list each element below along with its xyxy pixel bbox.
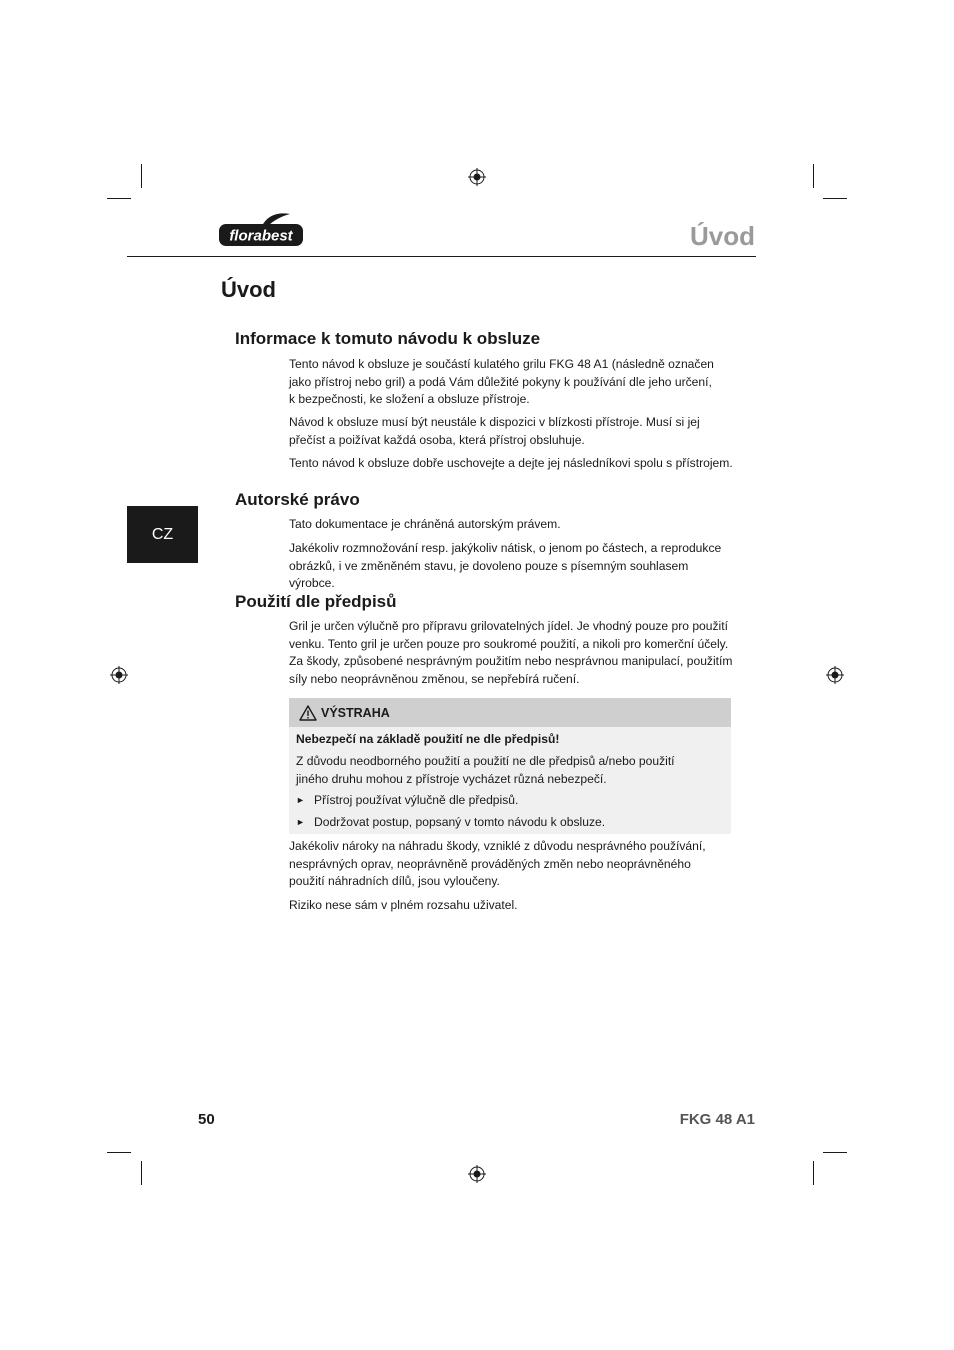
text-line: přečíst a poižívat každá osoba, která přístroj obsluhuje. <box>289 432 585 447</box>
bullet-arrow-icon: ► <box>296 817 305 827</box>
warning-bullet <box>296 814 726 832</box>
text-line: použití náhradních dílů, jsou vyloučeny. <box>289 874 500 888</box>
crop-mark <box>813 164 814 188</box>
section-heading: Použití dle předpisů <box>235 592 397 611</box>
text-line: nesprávných oprav, neoprávněně prováděných změn nebo neoprávněného <box>289 856 691 871</box>
registration-mark-icon <box>468 1165 486 1183</box>
crop-mark <box>823 1152 847 1153</box>
header-title: Úvod <box>690 221 755 251</box>
paragraph <box>289 414 734 449</box>
crop-mark <box>107 198 131 199</box>
registration-mark-icon <box>110 666 128 684</box>
warning-text-line: Z důvodu neodborného použití a použití ne dle předpisů a/nebo použití <box>296 754 675 768</box>
paragraph <box>289 618 734 688</box>
paragraph <box>289 455 734 473</box>
registration-mark-icon <box>468 168 486 186</box>
text-line: obrázků, i ve změněném stavu, je dovoleno pouze s písemným souhlasem výrobce. <box>289 558 689 590</box>
crop-mark <box>813 1161 814 1185</box>
text-line: Riziko nese sám v plném rozsahu uživatel. <box>289 898 518 912</box>
paragraph <box>289 540 734 593</box>
text-line: jako přístroj nebo gril) a podá Vám důležité pokyny k používání dle jeho určení, <box>289 374 712 389</box>
bullet-text: Dodržovat postup, popsaný v tomto návodu k obsluze. <box>314 815 606 829</box>
crop-mark <box>107 1152 131 1153</box>
text-line: Za škody, způsobené nesprávným použitím nebo nesprávnou manipulací, použitím <box>289 654 733 668</box>
warning-box <box>289 698 731 834</box>
warning-text-line: jiného druhu mohou z přístroje vycházet různá nebezpečí. <box>296 771 607 786</box>
crop-mark <box>141 164 142 188</box>
section-heading: Informace k tomuto návodu k obsluze <box>235 329 541 348</box>
logo-text: florabest <box>229 227 293 245</box>
text-line: Návod k obsluze musí být neustále k dispozici v blízkosti přístroje. Musí si jej <box>289 415 700 429</box>
text-line: Gril je určen výlučně pro přípravu grilovatelných jídel. Je vhodný pouze pro použití <box>289 619 728 633</box>
crop-mark <box>823 198 847 199</box>
paragraph <box>289 356 734 409</box>
bullet-text: Přístroj používat výlučně dle předpisů. <box>314 793 519 807</box>
model-code: FKG 48 A1 <box>679 1111 755 1128</box>
header-divider <box>127 256 756 257</box>
text-line: Tento návod k obsluze je součástí kulatého grilu FKG 48 A1 (následně označen <box>289 357 714 371</box>
paragraph <box>289 516 734 534</box>
section-heading: Autorské právo <box>235 490 360 509</box>
page-number: 50 <box>198 1111 215 1128</box>
paragraph <box>289 838 734 891</box>
text-line: Jakékoliv nároky na náhradu škody, vzniklé z důvodu nesprávného používání, <box>289 839 706 853</box>
language-tab: CZ <box>127 506 198 563</box>
warning-bullet <box>296 792 726 810</box>
warning-triangle-icon <box>299 705 317 721</box>
warning-label: VÝSTRAHA <box>321 705 390 720</box>
warning-header <box>289 698 731 727</box>
brand-logo <box>218 212 304 248</box>
text-line: síly nebo neoprávněnou změnou, se nepřebírá ručení. <box>289 671 580 686</box>
text-line: Jakékoliv rozmnožování resp. jakýkoliv nátisk, o jenom po částech, a reprodukce <box>289 541 722 555</box>
text-line: Tento návod k obsluze dobře uschovejte a dejte jej následníkovi spolu s přístrojem. <box>289 456 733 470</box>
paragraph <box>289 897 734 915</box>
bullet-arrow-icon: ► <box>296 795 305 805</box>
text-line: Tato dokumentace je chráněná autorským právem. <box>289 517 561 531</box>
text-line: venku. Tento gril je určen pouze pro soukromé použití, a nikoli pro komerční účely. <box>289 636 729 651</box>
warning-headline: Nebezpečí na základě použití ne dle předpisů! <box>296 732 560 746</box>
crop-mark <box>141 1161 142 1185</box>
text-line: k bezpečnosti, ke složení a obsluze přístroje. <box>289 392 530 406</box>
registration-mark-icon <box>826 666 844 684</box>
page-title: Úvod <box>221 277 276 302</box>
